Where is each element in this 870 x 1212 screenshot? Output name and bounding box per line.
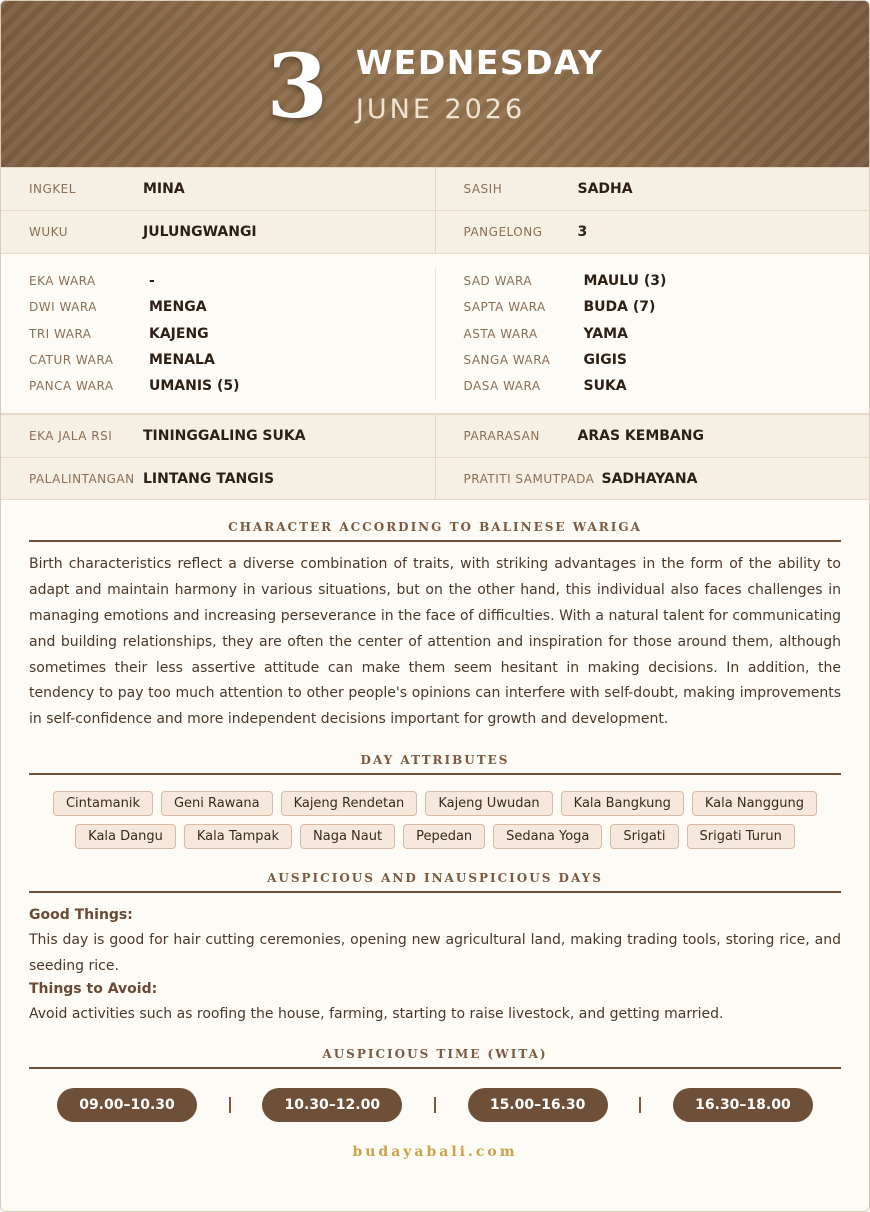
wara-row [29,268,435,294]
attribute-chip: Kala Dangu [75,824,176,849]
sasih-cell [435,168,870,210]
ingkel-label: INGKEL [29,182,76,196]
info-row-jala-pararasan [1,414,869,457]
pangelong-cell [435,211,870,253]
wuku-label: WUKU [29,225,68,239]
pangelong-label: PANGELONG [463,225,543,239]
ingkel-value: MINA [143,181,185,197]
pratiti-samutpada-cell [435,458,870,499]
month-year: JUNE 2026 [355,94,526,125]
wara-right-column [435,268,870,399]
wara-label: PANCA WARA [29,379,114,394]
wara-row [29,347,435,373]
attribute-chip: Sedana Yoga [493,824,602,849]
time-slots [57,1088,813,1122]
wuku-value: JULUNGWANGI [143,224,257,240]
wara-value: YAMA [583,325,628,342]
wara-row [29,373,435,399]
wara-label: DWI WARA [29,300,97,315]
wara-row [464,294,870,320]
attribute-chip: Naga Naut [300,824,395,849]
wara-label: ASTA WARA [463,326,538,341]
wara-row [464,347,870,373]
attribute-chip: Srigati Turun [687,824,795,849]
wara-row [464,373,870,399]
palalintangan-label: PALALINTANGAN [29,471,135,486]
wara-table [1,253,869,414]
wara-row [29,321,435,347]
wara-label: SAPTA WARA [463,300,546,315]
wara-label: TRI WARA [29,326,92,341]
info-row-palalintangan-pratiti [1,457,869,500]
things-to-avoid-text: Avoid activities such as roofing the house, farming, starting to raise livestock, and getting married. [29,1006,724,1023]
wara-label: DASA WARA [463,379,541,394]
wara-label: EKA WARA [29,274,96,289]
auspicious-days-title: AUSPICIOUS AND INAUSPICIOUS DAYS [29,871,841,893]
time-slot: 15.00–16.30 [468,1088,608,1122]
sasih-label: SASIH [463,182,503,196]
day-number: 3 [266,34,328,138]
character-text: Birth characteristics reflect a diverse combination of traits, with striking advantages in the form of the ability to adapt and maintain harmony in various situations, but on the other hand, this individual also faces challenges in managing emotions and increasing perseverance in the face of difficulties. With a natural talent for communicating and building relationships, they are often the center of attention and inspiration for those around them, although sometimes their less assertive attitude can make them seem hesitant in making decisions. In addition, the tendency to pay too much attention to other people's opinions can interfere with self-doubt, making improvements in self-confidence and more independent decisions important for growth and development. [29,556,841,728]
good-things-text: This day is good for hair cutting ceremonies, opening new agricultural land, making trading tools, storing rice, and seeding rice. [29,932,841,975]
site-footer: budayabali.com [352,1144,518,1161]
wara-value: GIGIS [583,352,627,369]
separator [434,1097,436,1113]
pararasan-cell [435,415,870,457]
pararasan-label: PARARASAN [463,429,540,444]
eka-jala-rsi-label: EKA JALA RSI [29,429,113,444]
things-to-avoid-label: Things to Avoid: [29,981,158,998]
wara-value: UMANIS (5) [149,378,240,395]
weekday: WEDNESDAY [355,43,604,82]
attribute-chip: Geni Rawana [161,791,273,816]
auspicious-time-title: AUSPICIOUS TIME (WITA) [29,1047,841,1069]
ingkel-cell [1,168,435,210]
attribute-chip: Cintamanik [53,791,153,816]
separator [229,1097,231,1113]
palalintangan-cell [1,458,435,499]
attribute-chips [51,791,819,849]
wara-value: - [149,273,155,290]
attribute-chip: Pepedan [403,824,485,849]
pangelong-value: 3 [577,224,588,240]
good-things-label: Good Things: [29,907,133,924]
wara-row [464,321,870,347]
wara-label: SAD WARA [463,274,533,289]
info-row-wuku-pangelong [1,210,869,253]
character-title: CHARACTER ACCORDING TO BALINESE WARIGA [29,520,841,542]
wuku-cell [1,211,435,253]
eka-jala-rsi-cell [1,415,435,457]
date-text [356,43,603,125]
wara-value: MENALA [149,352,215,369]
attribute-chip: Kala Bangkung [561,791,684,816]
attribute-chip: Kajeng Rendetan [281,791,418,816]
separator [639,1097,641,1113]
wara-label: CATUR WARA [29,353,114,368]
wara-value: BUDA (7) [583,299,656,316]
pratiti-samutpada-label: PRATITI SAMUTPADA [463,471,595,486]
day-attributes-title: DAY ATTRIBUTES [29,753,841,775]
wara-value: SUKA [583,378,627,395]
wara-label: SANGA WARA [463,353,551,368]
wara-value: KAJENG [149,325,209,342]
eka-jala-rsi-value: TININGGALING SUKA [143,428,306,445]
wara-row [29,294,435,320]
attribute-chip: Kajeng Uwudan [425,791,552,816]
wara-value: MENGA [149,299,207,316]
wara-value: MAULU (3) [583,273,667,290]
wara-left-column [1,268,435,399]
palalintangan-value: LINTANG TANGIS [143,470,275,487]
date-header [1,1,869,167]
time-slot: 09.00–10.30 [57,1088,197,1122]
pararasan-value: ARAS KEMBANG [577,428,704,445]
info-row-ingkel-sasih [1,167,869,210]
time-slot: 16.30–18.00 [673,1088,813,1122]
sasih-value: SADHA [577,181,633,197]
attribute-chip: Srigati [610,824,678,849]
wara-row [464,268,870,294]
pratiti-samutpada-value: SADHAYANA [601,470,698,487]
attribute-chip: Kala Tampak [184,824,292,849]
time-slot: 10.30–12.00 [262,1088,402,1122]
attribute-chip: Kala Nanggung [692,791,817,816]
